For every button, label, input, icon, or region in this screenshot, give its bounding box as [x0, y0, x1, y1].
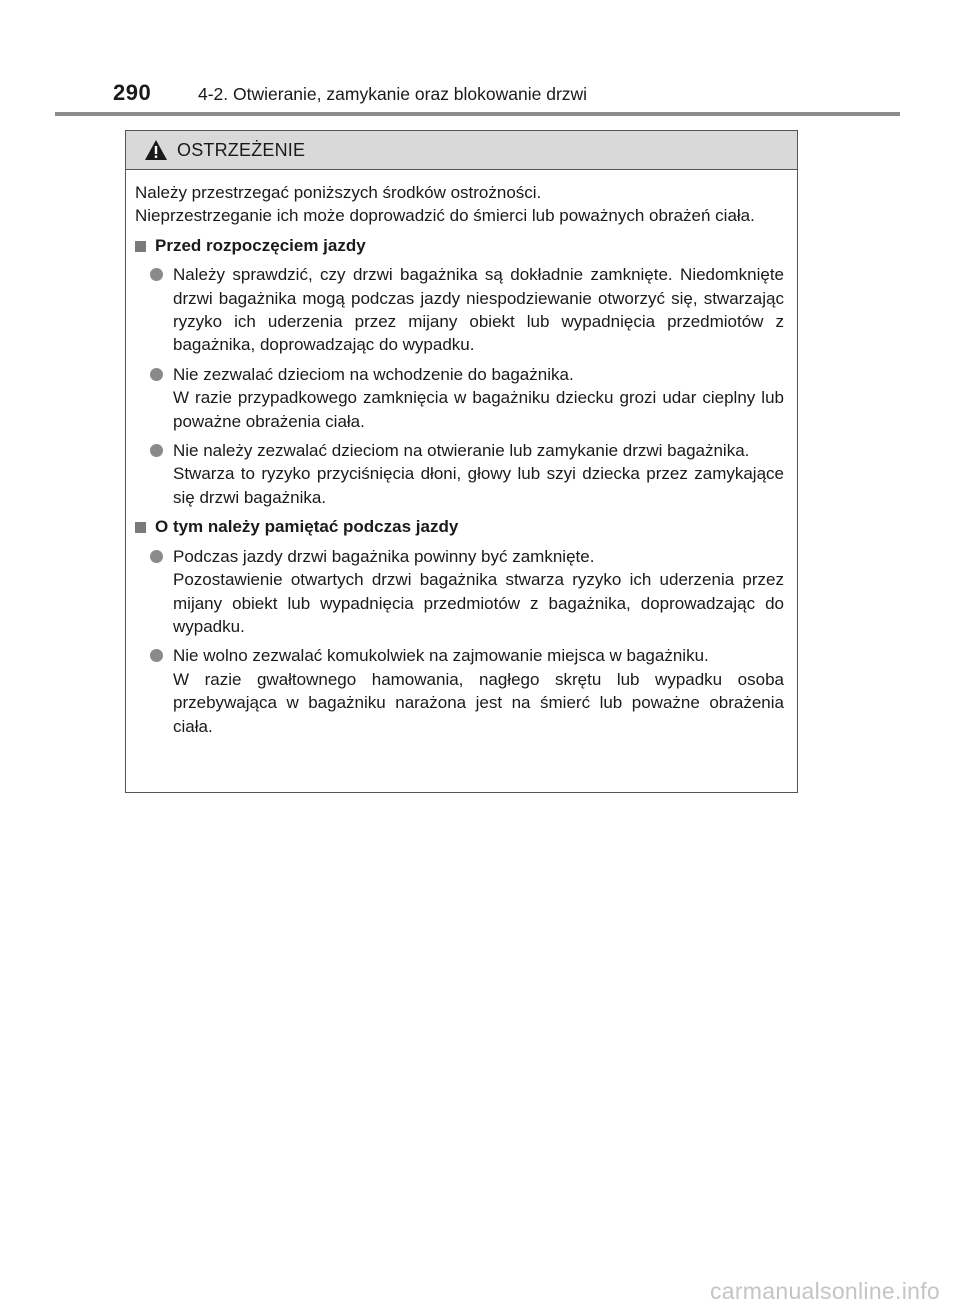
item-text: Podczas jazdy drzwi bagażnika powinny być zamknięte. — [173, 546, 595, 566]
item-text: Nie zezwalać dzieciom na wchodzenie do bagażnika. — [173, 364, 574, 384]
bullet-icon — [150, 444, 163, 457]
item-text: Nie należy zezwalać dzieciom na otwieranie lub zamykanie drzwi bagażnika. — [173, 441, 750, 461]
page-number: 290 — [113, 80, 152, 105]
bullet-icon — [150, 649, 163, 662]
item-text: Stwarza to ryzyko przyciśnięcia dłoni, głowy lub szyi dziecka przez zamykające się drzwi bagażnika. — [173, 464, 784, 507]
page-header — [55, 78, 900, 114]
warning-box — [125, 130, 798, 793]
header-divider — [55, 112, 900, 116]
warning-intro — [135, 181, 784, 228]
square-bullet-icon — [135, 522, 146, 533]
watermark: carmanualsonline.info — [709, 1278, 940, 1304]
bullet-icon — [150, 368, 163, 381]
list-item — [135, 644, 784, 738]
item-text: Należy sprawdzić, czy drzwi bagażnika są dokładnie zamknięte. Niedomknięte drzwi bagażnika mogą podczas jazdy niespodziewanie otworzyć się, stwarzając ryzyko ich uderzenia przez mijany obiekt lub wypadnięcia przedmiotów z bagażnika, doprowadzając do wypadku. — [173, 265, 784, 355]
list-item — [135, 263, 784, 357]
bullet-icon — [150, 268, 163, 281]
square-bullet-icon — [135, 241, 146, 252]
list-item — [135, 545, 784, 639]
intro-line: Należy przestrzegać poniższych środków ostrożności. — [135, 183, 542, 202]
warning-header — [126, 131, 797, 170]
section-heading — [135, 234, 784, 257]
section-heading-text: Przed rozpoczęciem jazdy — [155, 235, 366, 255]
item-text: Pozostawienie otwartych drzwi bagażnika stwarza ryzyko ich uderzenia przez mijany obiekt lub wypadnięcia przedmiotów z bagażnika, doprowadzając do wypadku. — [173, 570, 784, 636]
warning-title: OSTRZEŻENIE — [177, 140, 306, 160]
section-title: 4-2. Otwieranie, zamykanie oraz blokowanie drzwi — [198, 84, 588, 104]
section-heading-text: O tym należy pamiętać podczas jazdy — [155, 517, 459, 537]
warning-content — [135, 181, 784, 738]
item-text: W razie przypadkowego zamknięcia w bagażniku dziecku grozi udar cieplny lub poważne obrażenia ciała. — [173, 388, 784, 431]
intro-line: Nieprzestrzeganie ich może doprowadzić do śmierci lub poważnych obrażeń ciała. — [135, 206, 755, 226]
item-text: W razie gwałtownego hamowania, nagłego skrętu lub wypadku osoba przebywająca w bagażniku narażona jest na śmierć lub poważne obrażenia ciała. — [173, 669, 784, 736]
section-heading — [135, 515, 784, 538]
item-text: Nie wolno zezwalać komukolwiek na zajmowanie miejsca w bagażniku. — [173, 646, 709, 666]
bullet-icon — [150, 550, 163, 563]
list-item — [135, 363, 784, 433]
list-item — [135, 439, 784, 509]
warning-triangle-icon — [144, 139, 168, 161]
